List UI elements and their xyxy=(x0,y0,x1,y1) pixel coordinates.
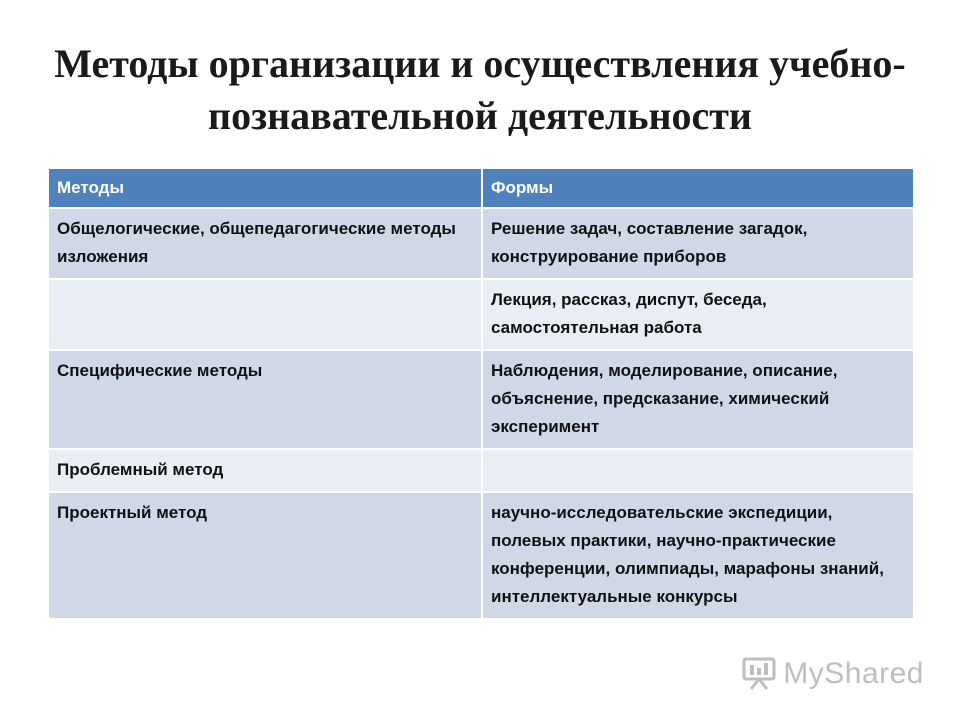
table-cell-method: Проблемный метод xyxy=(48,449,482,492)
table-cell-form xyxy=(482,449,914,492)
column-header-methods: Методы xyxy=(48,168,482,208)
table-row xyxy=(48,279,914,350)
slide-title: Методы организации и осуществления учебно-познавательной деятельности xyxy=(54,41,906,138)
table-row xyxy=(48,208,914,279)
table-cell-method: Проектный метод xyxy=(48,492,482,619)
table-row xyxy=(48,449,914,492)
table-cell-form: научно-исследовательские экспедиции, полевых практики, научно-практические конференции, олимпиады, марафоны знаний, интеллектуальные конкурсы xyxy=(482,492,914,619)
table-cell-method xyxy=(48,279,482,350)
methods-table xyxy=(47,167,915,620)
table-cell-form: Наблюдения, моделирование, описание, объяснение, предсказание, химический эксперимент xyxy=(482,350,914,449)
table-row xyxy=(48,492,914,619)
table-cell-method: Общелогические, общепедагогические методы изложения xyxy=(48,208,482,279)
table-cell-form: Лекция, рассказ, диспут, беседа, самостоятельная работа xyxy=(482,279,914,350)
table-cell-method: Специфические методы xyxy=(48,350,482,449)
table-row xyxy=(48,350,914,449)
logo-text: MyShared xyxy=(783,657,924,690)
table-cell-form: Решение задач, составление загадок, конструирование приборов xyxy=(482,208,914,279)
presentation-icon xyxy=(741,657,777,691)
myshared-logo xyxy=(741,652,924,696)
table-header-row xyxy=(48,168,914,208)
column-header-forms: Формы xyxy=(482,168,914,208)
